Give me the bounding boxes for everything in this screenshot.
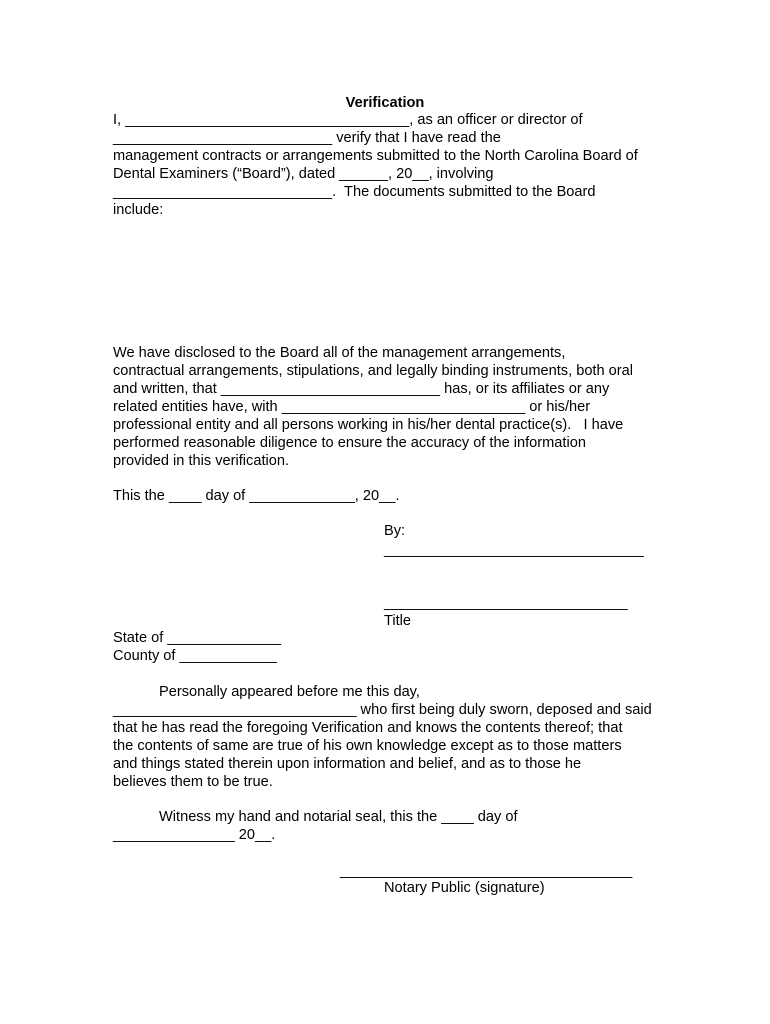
notary-line: that he has read the foregoing Verification and knows the contents thereof; that (113, 720, 623, 736)
notary-signature-line: ____________________________________ (340, 863, 633, 879)
notary-line: believes them to be true. (113, 774, 273, 790)
document-title (0, 94, 770, 112)
notary-label: Notary Public (signature) (384, 880, 545, 896)
disclosure-line: professional entity and all persons working in his/her dental practice(s). I have (113, 417, 624, 433)
disclosure-line: related entities have, with ______________________________ or his/her (113, 399, 591, 415)
date-line: This the ____ day of _____________, 20__. (113, 488, 400, 504)
by-signature-line: ________________________________ (384, 542, 644, 558)
intro-line: ___________________________. The documents submitted to the Board (113, 184, 596, 200)
disclosure-line: performed reasonable diligence to ensure the accuracy of the information (113, 435, 586, 451)
notary-line: the contents of same are true of his own knowledge except as to those matters (113, 738, 622, 754)
title-signature-line: ______________________________ (384, 595, 628, 611)
title-label: Title (384, 613, 412, 629)
intro-line: ___________________________ verify that I have read the (113, 130, 501, 146)
by-label: By: (384, 523, 406, 539)
intro-line: management contracts or arrangements submitted to the North Carolina Board of (113, 148, 638, 164)
witness-date-line: _______________ 20__. (113, 827, 276, 843)
intro-line: Dental Examiners (“Board”), dated ______, 20__, involving (113, 166, 494, 182)
notary-line: Personally appeared before me this day, (159, 684, 420, 700)
notary-line: ______________________________ who first being duly sworn, deposed and said (113, 702, 652, 718)
disclosure-line: provided in this verification. (113, 453, 290, 469)
disclosure-line: contractual arrangements, stipulations, and legally binding instruments, both oral (113, 363, 633, 379)
notary-line: and things stated therein upon information and belief, and as to those he (113, 756, 582, 772)
state-line: State of ______________ (113, 630, 281, 646)
county-line: County of ____________ (113, 648, 277, 664)
intro-line: include: (113, 202, 164, 218)
document-title-text: Verification (345, 95, 425, 111)
witness-line: Witness my hand and notarial seal, this the ____ day of (159, 809, 518, 825)
disclosure-line: and written, that ___________________________ has, or its affiliates or any (113, 381, 610, 397)
disclosure-line: We have disclosed to the Board all of the management arrangements, (113, 345, 566, 361)
intro-line: I, ___________________________________, as an officer or director of (113, 112, 583, 128)
